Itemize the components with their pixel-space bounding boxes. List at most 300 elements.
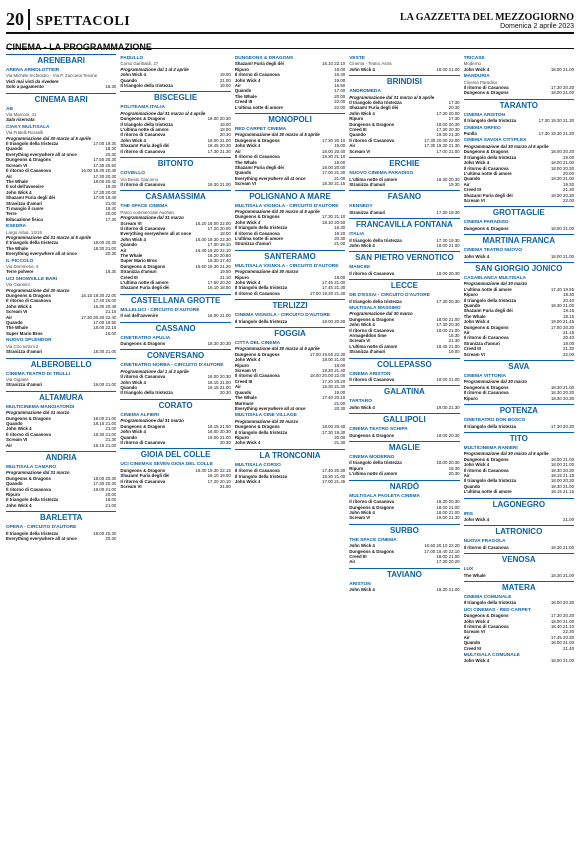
showtimes: 18.15 21.15 bbox=[550, 489, 574, 495]
film-title: Il ritorno di Casanova bbox=[349, 499, 395, 505]
showtime-row bbox=[120, 182, 230, 187]
showtimes: 18.00 21.00 bbox=[436, 66, 460, 72]
film-title: Ripuro bbox=[463, 292, 478, 298]
showtime-row bbox=[464, 489, 574, 494]
film-title: Scream VI bbox=[349, 338, 371, 344]
programme-period: Programmazione dal 30 marzo al 5 aprile bbox=[234, 132, 320, 138]
cinema-name: TARTARO bbox=[349, 399, 372, 405]
showtime-row bbox=[6, 349, 116, 354]
programme-period: Programmazione dal 30 marzo al 5 aprile bbox=[234, 346, 320, 352]
film-title: Il ritorno di Casanova bbox=[463, 85, 509, 91]
film-title: John Wick 4 bbox=[349, 242, 375, 248]
film-title: Il triangolo della tristezza bbox=[120, 121, 173, 127]
film-title: Super Mario Bros bbox=[6, 330, 43, 336]
film-title: Air bbox=[120, 247, 127, 253]
film-title: Air bbox=[463, 330, 470, 336]
showtimes: 18.00 21.00 bbox=[550, 66, 574, 72]
showtimes: 19.00 bbox=[219, 72, 231, 78]
showtimes: 18.30 bbox=[105, 84, 117, 90]
showtime-row bbox=[120, 149, 230, 154]
showtimes: 18.45 21.00 bbox=[436, 343, 460, 349]
issue-date: Domenica 2 aprile 2023 bbox=[500, 23, 574, 30]
film-title: Scream VI bbox=[120, 220, 142, 226]
film-title: Il ritorno di Casanova bbox=[349, 327, 395, 333]
showtime-row bbox=[6, 84, 116, 89]
showtimes: 17.00 19.50 bbox=[93, 320, 117, 326]
listing-column bbox=[464, 54, 574, 836]
city-heading: ALTAMURA bbox=[6, 391, 116, 403]
film-title: The Whale bbox=[120, 252, 143, 258]
showtime-row bbox=[349, 433, 459, 438]
film-title: Il ritorno di Casanova bbox=[349, 377, 395, 383]
showtime-row bbox=[464, 646, 574, 651]
showtimes: 18.15 bbox=[563, 313, 574, 319]
film-title: Creed III bbox=[349, 127, 367, 133]
showtimes: 19.30 bbox=[563, 181, 574, 187]
film-title: The Whale bbox=[6, 178, 28, 184]
showtime-row bbox=[464, 545, 574, 550]
film-title: John Wick 4 bbox=[234, 440, 261, 446]
showtimes: 18.00 21.00 bbox=[436, 327, 460, 333]
showtimes: 18.00 bbox=[219, 127, 231, 133]
showtime-row bbox=[464, 67, 574, 72]
city-heading: LA TRONCONIA bbox=[235, 449, 345, 461]
showtime-row bbox=[464, 90, 574, 95]
showtime-row bbox=[6, 503, 116, 508]
film-title: John Wick 4 bbox=[463, 462, 490, 468]
film-title: Quando bbox=[463, 483, 481, 489]
film-title: Ripuro bbox=[349, 116, 364, 122]
film-title: Air bbox=[234, 384, 241, 390]
cinema-name: MANCINI bbox=[349, 265, 370, 271]
showtimes: 19.30 bbox=[448, 181, 460, 187]
showtimes: 17.30 20.20 bbox=[436, 559, 460, 565]
showtimes: 18.30 20.30 bbox=[436, 499, 460, 505]
film-title: Quando bbox=[234, 389, 252, 395]
showtimes: 17.30 20.30 bbox=[436, 127, 460, 133]
cinema-name: RED CARPET CINEMA bbox=[234, 127, 287, 133]
showtime-row bbox=[6, 382, 116, 387]
cinema-address: Via Marconi, 41 bbox=[6, 112, 37, 118]
film-title: Dungeons & Dragons bbox=[463, 149, 509, 155]
cinema-address: Cinema - Teatro Astra bbox=[349, 61, 392, 67]
showtimes: 18.30 bbox=[448, 333, 460, 338]
cinema-name: CINEMA TEATRO SCHIPA bbox=[349, 427, 408, 433]
city-heading: BRINDISI bbox=[349, 75, 459, 87]
showtimes: 19.00 21.00 bbox=[436, 377, 460, 383]
film-title: Il ritorno di Casanova bbox=[463, 467, 509, 473]
film-title: Stranizza d'amuri bbox=[6, 200, 43, 206]
film-title: Quando bbox=[6, 481, 23, 487]
showtimes: 17.30 bbox=[105, 216, 117, 222]
showtimes: 18.15 21.00 bbox=[207, 385, 231, 391]
city-heading: CASSANO bbox=[120, 322, 230, 334]
showtime-row bbox=[349, 377, 459, 382]
film-title: The Whale bbox=[463, 572, 486, 578]
showtimes: 18.00 21.00 bbox=[550, 658, 574, 664]
showtime-row bbox=[464, 352, 574, 357]
showtimes: 19.00 21.30 bbox=[436, 404, 460, 410]
programme-period: Programmazione dal 30 marzo al 5 aprile bbox=[234, 208, 320, 214]
showtime-row bbox=[464, 254, 574, 259]
showtimes: 18.00 20.00 22.00 bbox=[309, 373, 346, 379]
city-heading: FASANO bbox=[349, 190, 459, 202]
showtimes: 21.15 bbox=[563, 330, 574, 336]
showtimes: 16.40 19.20 22.10 bbox=[195, 247, 231, 253]
showtimes: 21.50 bbox=[219, 483, 231, 489]
showtimes: 18.00 20.30 bbox=[550, 192, 574, 198]
showtime-row bbox=[349, 210, 459, 215]
showtimes: 18.30 21.00 bbox=[93, 245, 117, 251]
film-title: Il ritorno di Casanova bbox=[234, 468, 280, 474]
cinema-name: CINEMA COMUNALE bbox=[463, 595, 512, 600]
cinema-name: CINEMA PARADISO bbox=[463, 220, 509, 226]
showtimes: 22.00 bbox=[334, 99, 346, 105]
showtimes: 18.00 20.30 bbox=[93, 240, 117, 246]
showtimes: 17.30 19.30 21.30 bbox=[538, 131, 574, 137]
showtimes: 18.15 21.15 bbox=[550, 472, 574, 478]
city-heading: LATRONICO bbox=[464, 525, 574, 537]
showtimes: 20.00 bbox=[105, 492, 117, 497]
cinema-name: MULTISALA VIGNOLA - CIRCUITO D'AUTORE bbox=[234, 263, 339, 269]
banner-title: CINEMA - LA PROGRAMMAZIONE bbox=[6, 42, 152, 52]
film-title: Quando bbox=[463, 303, 481, 308]
city-heading: GALATINA bbox=[349, 385, 459, 397]
programme-period: Programmazione dal 30 marzo bbox=[463, 281, 528, 287]
film-title: Il triangolo della tristezza bbox=[6, 497, 59, 503]
cinema-name: MULTISALA CORSO bbox=[234, 462, 281, 468]
showtimes: 18.30 20.30 bbox=[550, 390, 574, 396]
film-title: Ripuro bbox=[463, 395, 478, 401]
showtimes: 18.30 21.10 bbox=[322, 154, 346, 160]
showtimes: 18.00 20.30 bbox=[207, 429, 231, 435]
showtimes: 17.30 20.30 bbox=[93, 481, 117, 487]
film-title: John Wick 4 bbox=[234, 143, 261, 149]
film-title: Everything everywhere all at once bbox=[234, 175, 306, 181]
cinema-name: POLITEAMA ITALIA bbox=[120, 105, 165, 111]
showtimes: 19.00 bbox=[334, 77, 346, 83]
cinema-address: Via Fratelli Rosselli bbox=[6, 130, 44, 136]
showtimes: 20.30 bbox=[219, 132, 231, 138]
film-title: Educazione fisica bbox=[6, 216, 43, 222]
showtimes: 21.00 bbox=[334, 241, 346, 247]
city-heading: GROTTAGLIE bbox=[464, 206, 574, 218]
film-title: L'ultima notte di amore bbox=[463, 286, 512, 292]
cinema-name: NUOVO CINEMA PARADISO bbox=[349, 171, 414, 177]
film-title: Il triangolo della tristezza bbox=[349, 100, 402, 106]
film-title: Solo a pagamento bbox=[6, 84, 44, 90]
showtimes: 18.30 bbox=[105, 146, 117, 152]
showtime-row bbox=[120, 341, 230, 346]
cinema-name: UCI SHOWVILLE BARI bbox=[6, 276, 58, 282]
programme-period: Programmazione dal 30 marzo bbox=[463, 379, 528, 385]
city-heading: FOGGIA bbox=[235, 327, 345, 339]
film-title: Ripuro bbox=[6, 492, 21, 497]
film-title: Scream VI bbox=[349, 148, 371, 154]
film-title: Il ritorno di Casanova bbox=[120, 374, 166, 380]
film-title: Scream VI bbox=[463, 351, 485, 357]
cinema-name: MULTICINEMA RANIERI bbox=[463, 445, 518, 451]
showtime-row bbox=[235, 241, 345, 246]
film-title: John Wick 4 bbox=[349, 404, 375, 410]
programme-period: Programmazione dal 31 marzo al 5 aprile bbox=[6, 234, 91, 240]
film-title: Shazam! Furia degli dèi bbox=[234, 61, 284, 67]
film-title: Dungeons & Dragons bbox=[120, 341, 166, 347]
cinema-name: MANDURIA bbox=[463, 74, 490, 80]
showtimes: 19.00 bbox=[334, 143, 346, 149]
showtime-row bbox=[349, 559, 459, 564]
cinema-name: ARISTON bbox=[349, 581, 371, 587]
showtimes: 17.30 20.30 bbox=[550, 85, 574, 91]
film-title: Dungeons & Dragons bbox=[6, 475, 51, 481]
listing-column bbox=[120, 54, 230, 836]
showtimes: 18.30 bbox=[448, 465, 460, 471]
cinema-name: TRICASE bbox=[463, 56, 485, 61]
showtimes: 18.00 21.00 bbox=[207, 137, 231, 143]
showtimes: 18.00 20.30 bbox=[207, 374, 231, 380]
film-title: Creed III bbox=[463, 187, 481, 193]
showtimes: 19.30 bbox=[105, 184, 117, 190]
showtimes: 18.00 21.00 bbox=[550, 225, 574, 231]
showtime-row bbox=[6, 269, 116, 274]
page-number: 20 bbox=[6, 9, 30, 30]
film-title: Il ritorno di Casanova bbox=[120, 439, 166, 445]
cinema-name: DB D'ESSAI - CIRCUITO D'AUTORE bbox=[349, 293, 430, 299]
film-title: Shazam! Furia degli dèi bbox=[120, 285, 170, 291]
film-title: Everything everywhere all at once bbox=[234, 405, 306, 411]
film-title: Dungeons & Dragons bbox=[463, 324, 509, 330]
showtimes: 21.00 bbox=[334, 175, 346, 181]
showtime-row bbox=[464, 517, 574, 522]
showtimes: 18.15 21.00 bbox=[93, 420, 117, 426]
showtimes: 18.15 21.00 bbox=[207, 379, 231, 385]
showtimes: 21.30 bbox=[563, 187, 574, 193]
city-heading: CINEMA BARI bbox=[6, 93, 116, 105]
showtimes: 17.30 20.30 bbox=[93, 173, 117, 179]
showtimes: 18.30 21.00 bbox=[93, 349, 117, 355]
cinema-name: CINETEATRO APULIA bbox=[120, 335, 171, 341]
city-heading: POLIGNANO A MARE bbox=[235, 190, 345, 202]
cinema-name: VESTE bbox=[349, 56, 365, 61]
film-title: Dungeons & Dragons bbox=[463, 90, 509, 96]
showtimes: 17.00 21.45 bbox=[322, 478, 346, 484]
film-title: The Whale bbox=[6, 245, 28, 251]
cinema-name: CINEMA ORFEO bbox=[463, 125, 501, 131]
showtimes: 16.10 22.10 bbox=[322, 61, 346, 67]
showtimes: 18.00 20.30 bbox=[550, 149, 574, 155]
film-title: L'ultima notte di amore bbox=[463, 170, 512, 176]
cinema-address: Via Dommene, 6 bbox=[6, 264, 39, 269]
film-title: Il ritorno di Casanova bbox=[120, 181, 166, 187]
showtime-row bbox=[349, 349, 459, 354]
section-title: SPETTACOLI bbox=[36, 14, 131, 29]
city-heading: TITO bbox=[464, 432, 574, 444]
header-right bbox=[400, 12, 574, 30]
film-title: Quando bbox=[234, 88, 252, 94]
cinema-name: MULTICINEMA MANGIATORDI bbox=[6, 404, 75, 410]
showtimes: 17.40 20.00 bbox=[93, 298, 117, 304]
cinema-address: Via Gigante bbox=[6, 376, 29, 382]
cinema-name: NUOVA FRAGOLA bbox=[463, 539, 506, 545]
film-title: Scream VI bbox=[120, 483, 142, 489]
showtimes: 18.00 20.30 bbox=[322, 318, 346, 324]
showtimes: 21.30 bbox=[105, 437, 117, 443]
film-title: John Wick 4 bbox=[463, 66, 490, 72]
showtimes: 17.30 20.00 bbox=[436, 110, 460, 116]
film-title: John Wick 4 bbox=[120, 72, 146, 78]
showtimes: 16.10 18.50 bbox=[207, 285, 231, 291]
showtimes: 21.00 bbox=[105, 502, 117, 508]
showtime-row bbox=[349, 67, 459, 72]
showtimes: 17.20 20.20 bbox=[322, 378, 346, 384]
showtime-row bbox=[120, 83, 230, 88]
film-title: John Wick 4 bbox=[349, 509, 375, 515]
city-heading: VENOSA bbox=[464, 553, 574, 565]
cinema-name: MULTISALA MASSIMO bbox=[349, 305, 401, 311]
film-title: Terre polvere bbox=[6, 269, 34, 275]
showtimes: 17.30 20.30 bbox=[550, 423, 574, 429]
showtimes: 19.00 bbox=[334, 159, 346, 165]
showtimes: 17.30 bbox=[448, 116, 460, 122]
showtimes: 18.00 20.40 bbox=[322, 148, 346, 154]
film-title: Shazam! Furia degli dèi bbox=[234, 164, 284, 170]
cinema-name: MULTISALA CAMARO bbox=[6, 464, 57, 470]
film-title: Punlla bbox=[463, 131, 477, 137]
programme-period: Programmazione dal 30 marzo bbox=[234, 418, 299, 424]
film-title: Shazam! Furia degli dèi bbox=[6, 195, 56, 201]
showtimes: 18.00 20.40 bbox=[322, 424, 346, 430]
film-title: Il ritorno di Casanova bbox=[463, 544, 509, 550]
showtimes: 18.30 21.15 bbox=[322, 181, 346, 187]
film-title: L'ultima notte di amore bbox=[349, 176, 398, 182]
film-title: L'ultima notte di amore bbox=[349, 343, 398, 349]
showtimes: 18.20 20.50 bbox=[207, 252, 231, 258]
programme-period: Programmazione dal 31 marzo bbox=[6, 470, 70, 476]
film-title: Everything everywhere all at once bbox=[6, 251, 77, 257]
film-title: Ti mangio il cuore bbox=[6, 205, 44, 211]
showtimes: 18.00 21.00 bbox=[436, 509, 460, 515]
film-title: Il triangolo della tristezza bbox=[120, 390, 173, 396]
cinema-address: Via Beato Giacomo bbox=[120, 176, 159, 182]
film-title: Creed III bbox=[234, 99, 253, 105]
city-heading: GIOIA DEL COLLE bbox=[120, 448, 230, 460]
film-title: Air bbox=[234, 148, 241, 154]
showtimes: 16.40 bbox=[334, 72, 346, 78]
programme-period: Programmazione dal 30 marzo bbox=[6, 287, 70, 293]
showtimes: 19.00 bbox=[219, 83, 231, 89]
showtimes: 18.00 21.00 bbox=[436, 316, 460, 322]
showtime-row bbox=[349, 515, 459, 520]
showtime-row bbox=[464, 424, 574, 429]
film-title: Ripuro bbox=[234, 434, 249, 440]
showtimes: 20.30 bbox=[105, 251, 117, 257]
film-title: Il triangolo della tristezza bbox=[234, 429, 288, 435]
cinema-name: CINEMA VIGNOLA - CIRCUITO D'AUTORE bbox=[234, 313, 331, 319]
film-title: Air bbox=[6, 314, 13, 320]
programme-period: Visti mai visti da rivedere bbox=[6, 78, 59, 84]
film-title: Dungeons & Dragons bbox=[234, 214, 280, 220]
showtime-row bbox=[349, 271, 459, 276]
cinema-name: CASABLANCA MULTISALA bbox=[463, 275, 526, 281]
showtime-row bbox=[235, 105, 345, 110]
showtimes: 17.00 19.50 22.30 bbox=[309, 351, 346, 357]
showtimes: 17.30 20.30 22.40 bbox=[81, 314, 117, 320]
film-title: Stranizza d'amuri bbox=[120, 269, 157, 275]
showtime-row bbox=[235, 319, 345, 324]
film-title: Stranizza d'amuri bbox=[463, 340, 500, 346]
showtime-row bbox=[464, 396, 574, 401]
cinema-name: CINEMA ALFIERI bbox=[120, 412, 159, 418]
film-title: Air bbox=[463, 472, 470, 478]
cinema-name: PADULLO bbox=[120, 56, 144, 61]
film-title: Il triangolo della tristezza bbox=[6, 141, 59, 147]
cinema-name: CINEMA TEATRO NUOVO bbox=[463, 248, 522, 254]
city-heading: CONVERSANO bbox=[120, 349, 230, 361]
film-title: Il triangolo della tristezza bbox=[234, 318, 288, 324]
city-heading: ALBEROBELLO bbox=[6, 358, 116, 370]
film-title: Creed III bbox=[234, 378, 253, 384]
showtimes: 19.20 21.40 bbox=[322, 368, 346, 374]
showtimes: 21.40 bbox=[563, 645, 574, 651]
cinema-address: Cinema Paradiso bbox=[463, 79, 498, 85]
film-title: Il triangolo della tristezza bbox=[349, 460, 402, 466]
film-title: Quando bbox=[6, 320, 23, 326]
film-title: John Wick 4 bbox=[120, 379, 146, 385]
showtime-row bbox=[6, 217, 116, 222]
showtimes: 18.00 20.30 bbox=[550, 600, 574, 606]
film-title: Dungeons & Dragons bbox=[349, 121, 395, 127]
city-heading: ERCHIE bbox=[349, 157, 459, 169]
film-title: Shazam! Furia degli dèi bbox=[120, 143, 170, 149]
showtimes: 18.15 21.00 bbox=[207, 423, 231, 429]
showtimes: 20.00 bbox=[334, 434, 346, 440]
showtimes: 17.30 20.00 22.00 bbox=[424, 137, 460, 143]
showtimes: 18.30 21.00 bbox=[550, 544, 574, 550]
film-title: Il triangolo della tristezza bbox=[463, 154, 517, 160]
programme-period: Programmazione dal 31 marzo bbox=[120, 418, 184, 424]
showtimes: 17.40 19.55 bbox=[550, 286, 574, 292]
film-title: Everything everywhere all at once bbox=[120, 231, 192, 237]
showtimes: 20.30 bbox=[219, 390, 231, 396]
film-title: Il ritorno di Casanova bbox=[463, 624, 509, 630]
showtimes: 18.00 bbox=[334, 66, 346, 72]
film-title: Dungeons & Dragons bbox=[234, 351, 280, 357]
cinema-name: IL PICCOLO bbox=[6, 258, 34, 264]
city-heading: BITONTO bbox=[120, 157, 230, 169]
showtime-row bbox=[464, 131, 574, 136]
programme-period: Programmazione dal 30 marzo bbox=[349, 311, 413, 317]
showtimes: 22.00 bbox=[563, 197, 574, 203]
film-title: John Wick 4 bbox=[120, 137, 146, 143]
film-title: Il triangolo della tristezza bbox=[6, 240, 59, 246]
film-title: Il ritorno di Casanova bbox=[234, 230, 280, 236]
city-heading: FRANCAVILLA FONTANA bbox=[349, 218, 459, 230]
showtimes: 16.10 19.00 bbox=[207, 473, 231, 479]
showtimes: 17.30 20.10 bbox=[322, 137, 346, 143]
film-title: Scream VI bbox=[6, 162, 28, 168]
cinema-name: CINEMA MODERNO bbox=[349, 455, 395, 461]
cinema-name: MILLELUCI - CIRCUITO D'AUTORE bbox=[120, 307, 200, 313]
film-title: Creed III bbox=[120, 274, 138, 280]
film-title: Scream VI bbox=[463, 197, 485, 203]
showtimes: 20.30 bbox=[334, 235, 346, 241]
city-heading: TARANTO bbox=[464, 99, 574, 111]
film-title: Il triangolo della tristezza bbox=[349, 298, 402, 304]
showtime-row bbox=[349, 405, 459, 410]
showtime-row bbox=[120, 313, 230, 318]
cinema-name: ANDROMEDA bbox=[349, 89, 381, 95]
film-title: Air bbox=[6, 442, 13, 448]
